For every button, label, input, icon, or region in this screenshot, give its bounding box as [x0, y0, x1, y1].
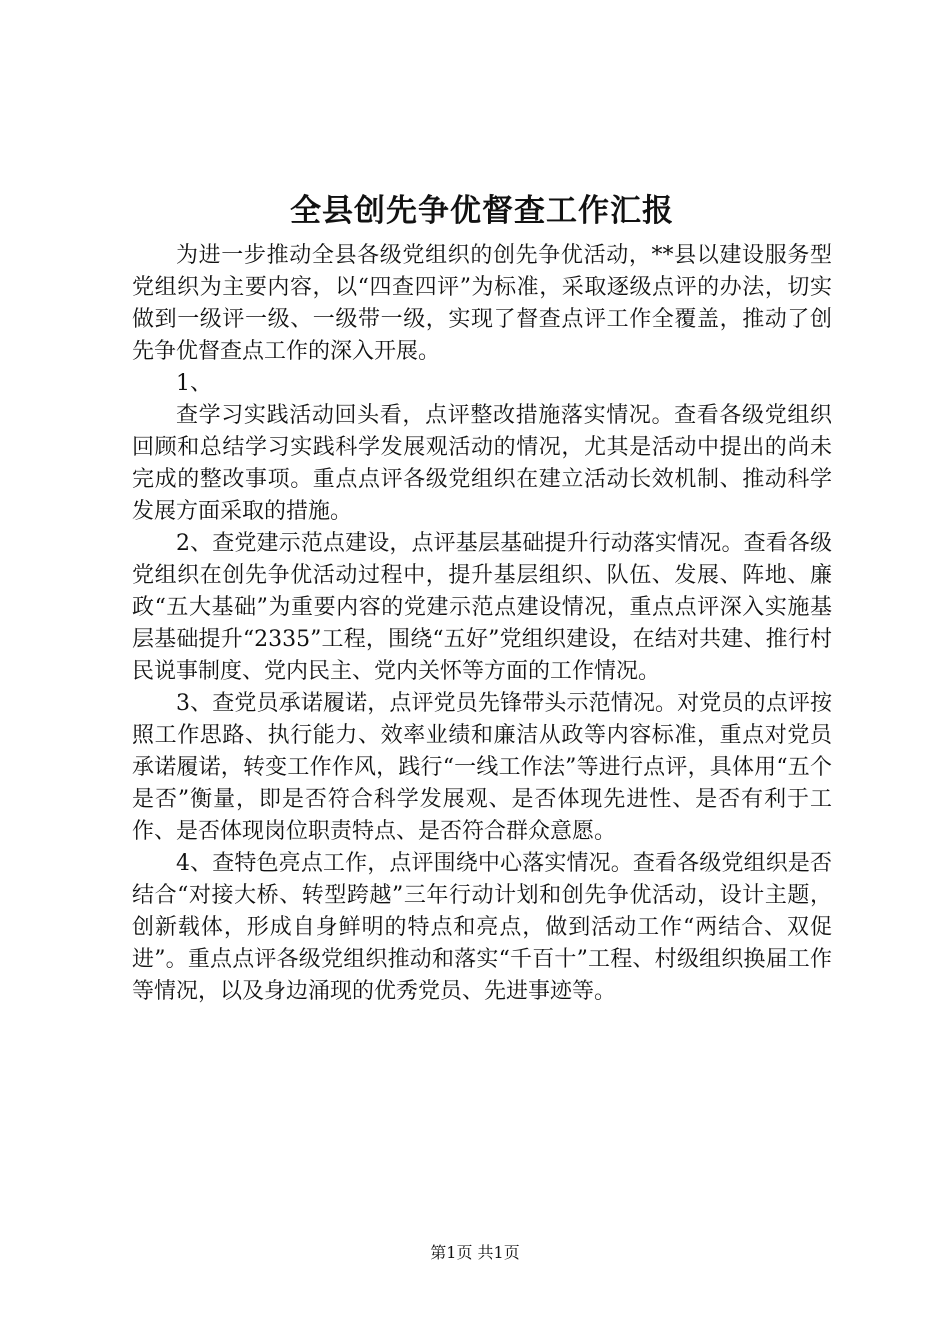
document-title: 全县创先争优督查工作汇报 [290, 193, 674, 229]
item-4-paragraph: 4、查特色亮点工作，点评围绕中心落实情况。查看各级党组织是否结合“对接大桥、转型跨越”三年行动计划和创先争优活动，设计主题，创新载体，形成自身鲜明的特点和亮点，做到活动工作“两结合、双促进”。重点点评各级党组织推动和落实“千百十”工程、村级组织换届工作等情况，以及身边涌现的优秀党员、先进事迹等。 [132, 851, 832, 1004]
document-body [132, 240, 832, 1008]
item-1-number: 1、 [176, 371, 212, 396]
page-footer: 第1页 共1页 [430, 1243, 520, 1262]
item-1-paragraph: 查学习实践活动回头看，点评整改措施落实情况。查看各级党组织回顾和总结学习实践科学发展观活动的情况，尤其是活动中提出的尚未完成的整改事项。重点点评各级党组织在建立活动长效机制、推动科学发展方面采取的措施。 [132, 403, 832, 524]
item-2-paragraph: 2、查党建示范点建设，点评基层基础提升行动落实情况。查看各级党组织在创先争优活动过程中，提升基层组织、队伍、发展、阵地、廉政“五大基础”为重要内容的党建示范点建设情况，重点点评深入实施基层基础提升“2335”工程，围绕“五好”党组织建设，在结对共建、推行村民说事制度、党内民主、党内关怀等方面的工作情况。 [132, 531, 832, 684]
intro-paragraph: 为进一步推动全县各级党组织的创先争优活动，**县以建设服务型党组织为主要内容，以“四查四评”为标准，采取逐级点评的办法，切实做到一级评一级、一级带一级，实现了督查点评工作全覆盖，推动了创先争优督查点工作的深入开展。 [132, 243, 832, 364]
item-3-paragraph: 3、查党员承诺履诺，点评党员先锋带头示范情况。对党员的点评按照工作思路、执行能力、效率业绩和廉洁从政等内容标准，重点对党员承诺履诺，转变工作作风，践行“一线工作法”等进行点评，具体用“五个是否”衡量，即是否符合科学发展观、是否体现先进性、是否有利于工作、是否体现岗位职责特点、是否符合群众意愿。 [132, 691, 832, 844]
